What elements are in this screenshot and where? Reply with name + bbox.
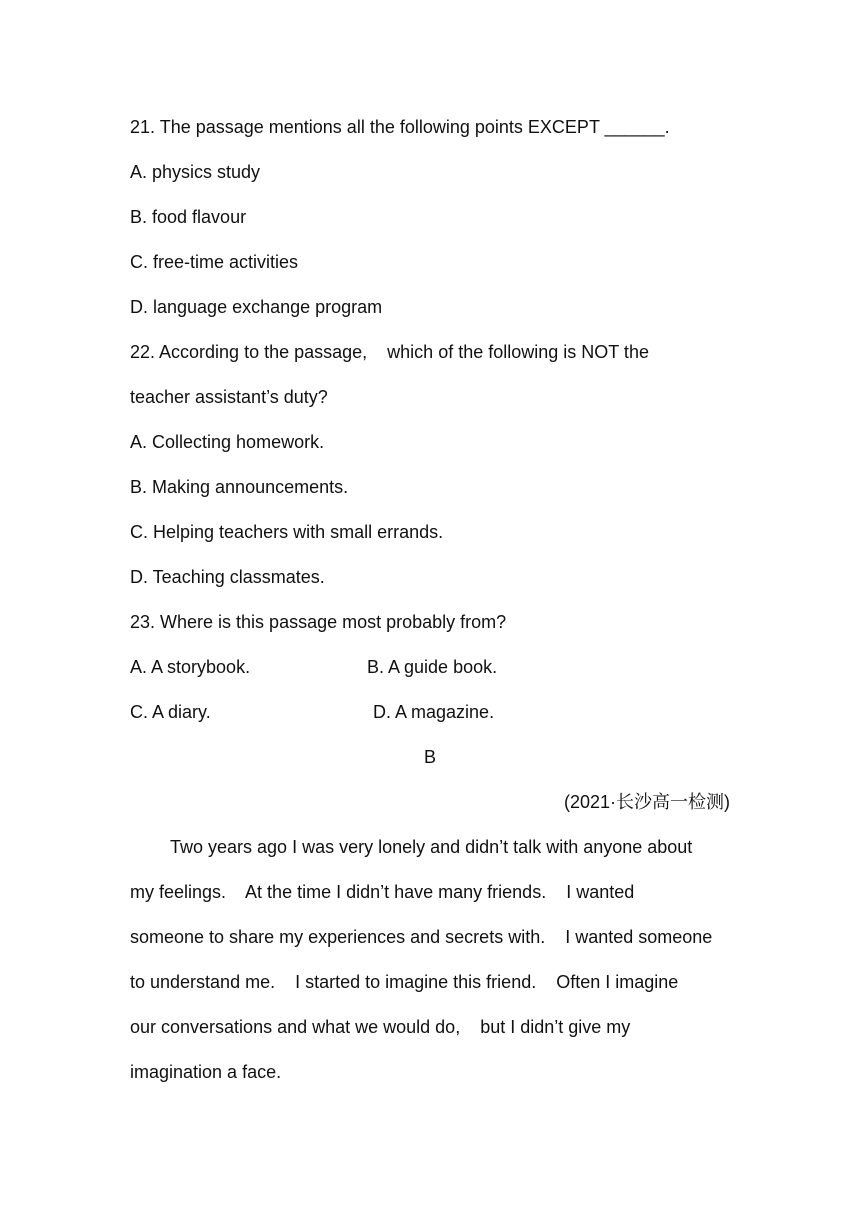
passage-line: someone to share my experiences and secrets with. I wanted someone: [130, 927, 713, 947]
q22-option-c: C. Helping teachers with small errands.: [130, 522, 444, 542]
q22-stem-line1: 22. According to the passage, which of the following is NOT the: [130, 342, 649, 362]
q21-option-d: D. language exchange program: [130, 297, 383, 317]
q21-option-a: A. physics study: [130, 162, 261, 182]
passage-line: imagination a face.: [130, 1062, 282, 1082]
q23-option-d: D. A magazine.: [373, 702, 495, 722]
q23-option-c: C. A diary.: [130, 702, 211, 722]
q22-option-a: A. Collecting homework.: [130, 432, 325, 452]
q23-option-a: A. A storybook.: [130, 657, 251, 677]
q22-stem-line2: teacher assistant’s duty?: [130, 387, 328, 407]
passage-line: to understand me. I started to imagine this friend. Often I imagine: [130, 972, 679, 992]
q22-option-b: B. Making announcements.: [130, 477, 349, 497]
passage-line: my feelings. At the time I didn’t have many friends. I wanted: [130, 882, 635, 902]
q22-option-d: D. Teaching classmates.: [130, 567, 325, 587]
passage-line: our conversations and what we would do, but I didn’t give my: [130, 1017, 631, 1037]
q23-option-b: B. A guide book.: [367, 657, 498, 677]
passage-line: Two years ago I was very lonely and didn’t talk with anyone about: [170, 837, 693, 857]
q21-stem: 21. The passage mentions all the following points EXCEPT ______.: [130, 117, 670, 137]
section-label: B: [423, 747, 436, 767]
section-source: (2021·长沙高一检测): [563, 792, 730, 812]
q21-option-c: C. free-time activities: [130, 252, 299, 272]
q21-option-b: B. food flavour: [130, 207, 247, 227]
q23-stem: 23. Where is this passage most probably from?: [130, 612, 507, 632]
